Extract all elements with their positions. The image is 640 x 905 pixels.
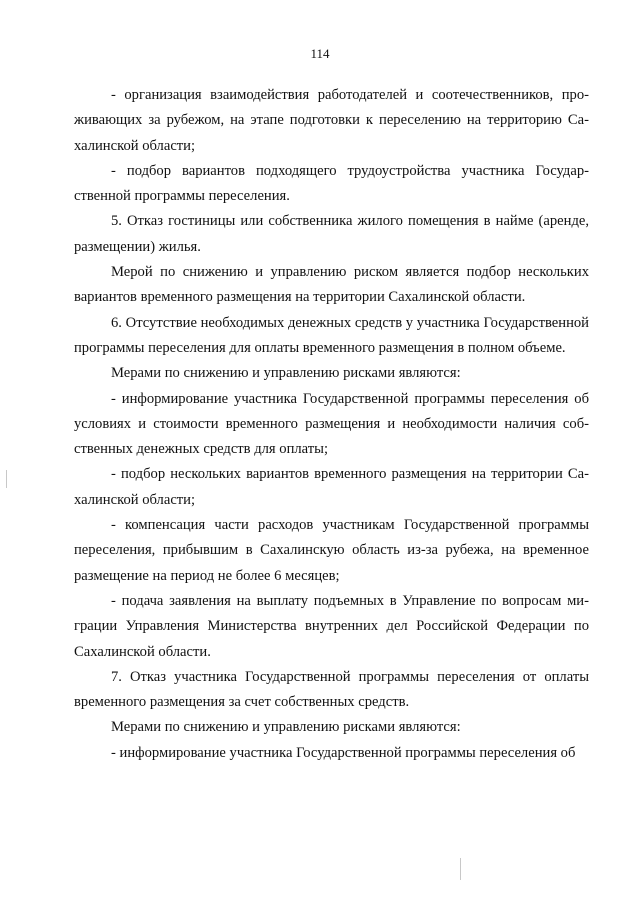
- scan-artifact: [460, 858, 461, 880]
- paragraph: 6. Отсутствие необходимых денежных средств у участника Государственной программы переселения для оплаты временного размещения в полном объеме.: [74, 314, 589, 356]
- paragraph: - информирование участника Государственной программы переселения об: [111, 744, 576, 761]
- page-number: 114: [310, 46, 330, 61]
- paragraph: - организация взаимодействия работодателей и соотечественников, проживающих за рубежом, на этапе подготовки к переселению на территорию Сахалинской области;: [74, 87, 589, 154]
- paragraph: - информирование участника Государственной программы переселения об условиях и стоимости временного размещения и необходимости наличия собственных денежных средств для оплаты;: [74, 390, 589, 458]
- paragraph: - компенсация части расходов участникам Государственной программы переселения, прибывшим в Сахалинскую область из-за рубежа, на временное размещение на период не более 6 месяцев;: [74, 517, 589, 584]
- scan-artifact: [6, 470, 7, 488]
- document-body: [74, 83, 589, 766]
- paragraph: Мерами по снижению и управлению рисками являются:: [111, 719, 461, 736]
- paragraph: - подбор вариантов подходящего трудоустройства участника Государственной программы переселения.: [74, 162, 589, 205]
- paragraph: - подача заявления на выплату подъемных в Управление по вопросам миграции Управления Министерства внутренних дел Российской Федерации по Сахалинской области.: [74, 592, 589, 660]
- paragraph: - подбор нескольких вариантов временного размещения на территории Сахалинской области;: [74, 466, 589, 508]
- paragraph: Мерой по снижению и управлению риском является подбор нескольких вариантов временного размещения на территории Сахалинской области.: [74, 264, 589, 306]
- paragraph: 7. Отказ участника Государственной программы переселения от оплаты временного размещения за счет собственных средств.: [74, 668, 589, 711]
- paragraph: 5. Отказ гостиницы или собственника жилого помещения в найме (аренде, размещении) жилья.: [74, 213, 589, 255]
- paragraph: Мерами по снижению и управлению рисками являются:: [111, 365, 461, 382]
